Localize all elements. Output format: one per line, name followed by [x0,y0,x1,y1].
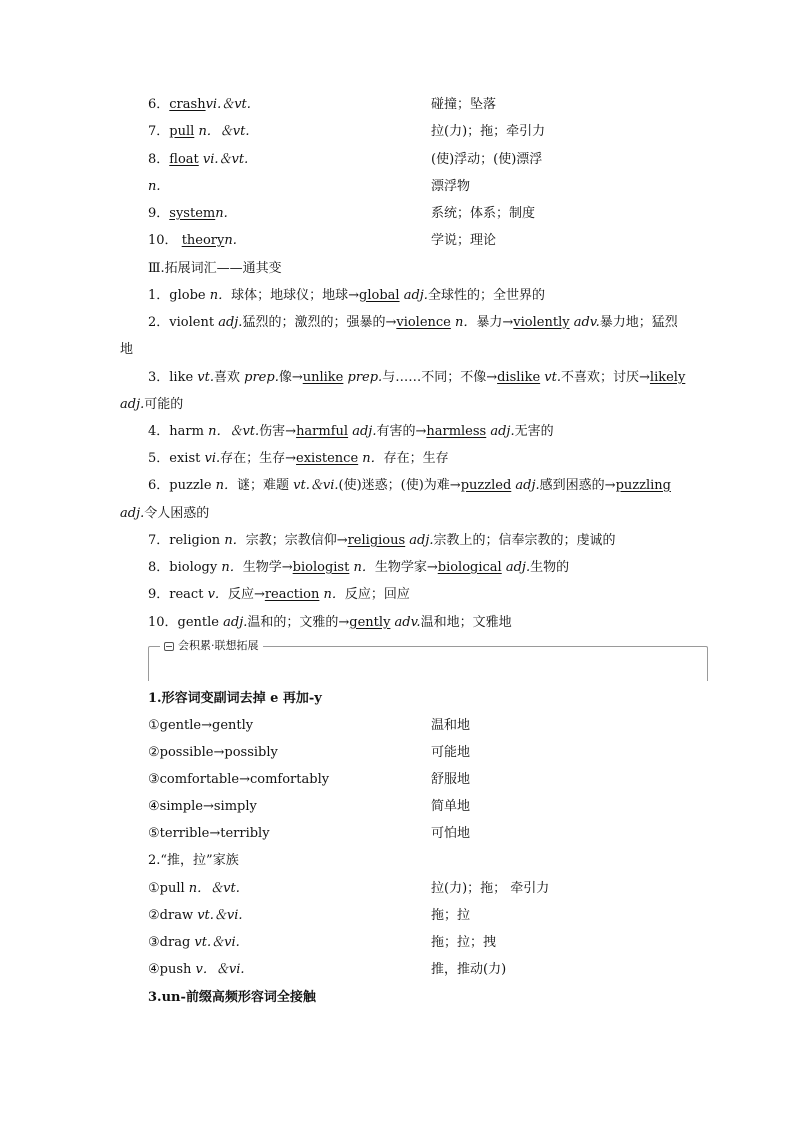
ext-item: 6．puzzle n．谜；难题 vt.＆vi.(使)迷惑；(使)为难→puzzled adj.感到困惑的→puzzling [148,478,671,493]
vocab-meaning: 拉(力)；拖；牵引力 [431,124,546,139]
vocab-item: 10． theoryn. [148,233,237,248]
answer-word: theory [181,233,225,248]
ext-item: 8．biology n．生物学→biologist n．生物学家→biological adj.生物的 [148,560,570,575]
vocab-meaning: (使)浮动；(使)漂浮 [431,152,543,167]
vocab-item: 6．crashvi.＆vt. [148,97,251,112]
group1-row-left: ②possible→possibly [148,745,278,760]
answer-word: pull [169,124,195,139]
group2-row-right: 拉(力)；拖； 牵引力 [431,881,550,896]
answer-word: harmless [426,424,487,439]
answer-word: violently [513,315,570,330]
ext-item-continuation: adj.令人困惑的 [120,506,210,521]
answer-word: system [169,206,216,221]
ext-item-continuation: 地 [120,342,134,357]
ext-item: 9．react v．反应→reaction n．反应；回应 [148,587,410,602]
vocab-meaning: 学说；理论 [431,233,497,248]
answer-word: likely [649,370,686,385]
group2-row-right: 拖；拉 [431,908,471,923]
ext-item: 4．harm n．＆vt.伤害→harmful adj.有害的→harmless adj.无害的 [148,424,554,439]
answer-word: puzzled [460,478,512,493]
answer-word: unlike [302,370,344,385]
group1-row-right: 简单地 [431,799,471,814]
group1-row-right: 温和地 [431,718,471,733]
group1-row-right: 舒服地 [431,772,471,787]
ext-item: 2．violent adj.猛烈的；激烈的；强暴的→violence n．暴力→violently adv.暴力地；猛烈 [148,315,678,330]
answer-word: crash [169,97,206,112]
vocab-item: 7．pull n．＆vt. [148,124,250,139]
vocab-meaning: 漂浮物 [431,179,471,194]
note-icon [164,642,174,651]
ext-item-continuation: adj.可能的 [120,397,184,412]
vocab-meaning: 系统；体系；制度 [431,206,536,221]
ext-item: 5．exist vi.存在；生存→existence n．存在；生存 [148,451,449,466]
group1-row-right: 可能地 [431,745,471,760]
ext-item: 7．religion n．宗教；宗教信仰→religious adj.宗教上的；信奉宗教的；虔诚的 [148,533,616,548]
section-heading: Ⅲ.拓展词汇——通其变 [148,261,282,276]
group2-row-left: ①pull n．＆vt. [148,881,240,896]
group-heading: 3.un-前缀高频形容词全接触 [148,990,316,1005]
answer-word: gently [349,615,391,630]
group-heading: 1.形容词变副词去掉 e 再加-y [148,691,322,706]
ext-item: 10．gentle adj.温和的；文雅的→gently adv.温和地；文雅地 [148,615,512,630]
ext-item: 3．like vt.喜欢 prep.像→unlike prep.与……不同；不像→dislike vt.不喜欢；讨厌→likely [148,370,686,385]
vocab-meaning: 碰撞；坠落 [431,97,497,112]
group1-row-left: ④simple→simply [148,799,257,814]
answer-word: global [359,288,400,303]
group2-row-left: ②draw vt.＆vi. [148,908,243,923]
group2-row-right: 拖；拉；拽 [431,935,497,950]
answer-word: existence [296,451,359,466]
group-heading: 2.“推，拉”家族 [148,853,239,868]
group1-row-left: ⑤terrible→terribly [148,826,270,841]
group2-row-right: 推，推动(力) [431,962,507,977]
vocab-item: n. [148,179,161,194]
answer-word: violence [396,315,451,330]
vocab-item: 9．systemn. [148,206,228,221]
answer-word: harmful [296,424,349,439]
accumulation-box-title: 会积累·联想拓展 [160,638,263,654]
group1-row-left: ①gentle→gently [148,718,254,733]
group2-row-left: ③drag vt.＆vi. [148,935,240,950]
answer-word: biologist [292,560,350,575]
ext-item: 1．globe n．球体；地球仪；地球→global adj.全球性的；全世界的 [148,288,545,303]
answer-word: religious [347,533,406,548]
answer-word: reaction [264,587,320,602]
group1-row-right: 可怕地 [431,826,471,841]
answer-word: biological [437,560,502,575]
group2-row-left: ④push v．＆vi. [148,962,245,977]
answer-word: puzzling [615,478,671,493]
group1-row-left: ③comfortable→comfortably [148,772,330,787]
answer-word: dislike [497,370,541,385]
vocab-item: 8．float vi.＆vt. [148,152,249,167]
answer-word: float [169,152,199,167]
